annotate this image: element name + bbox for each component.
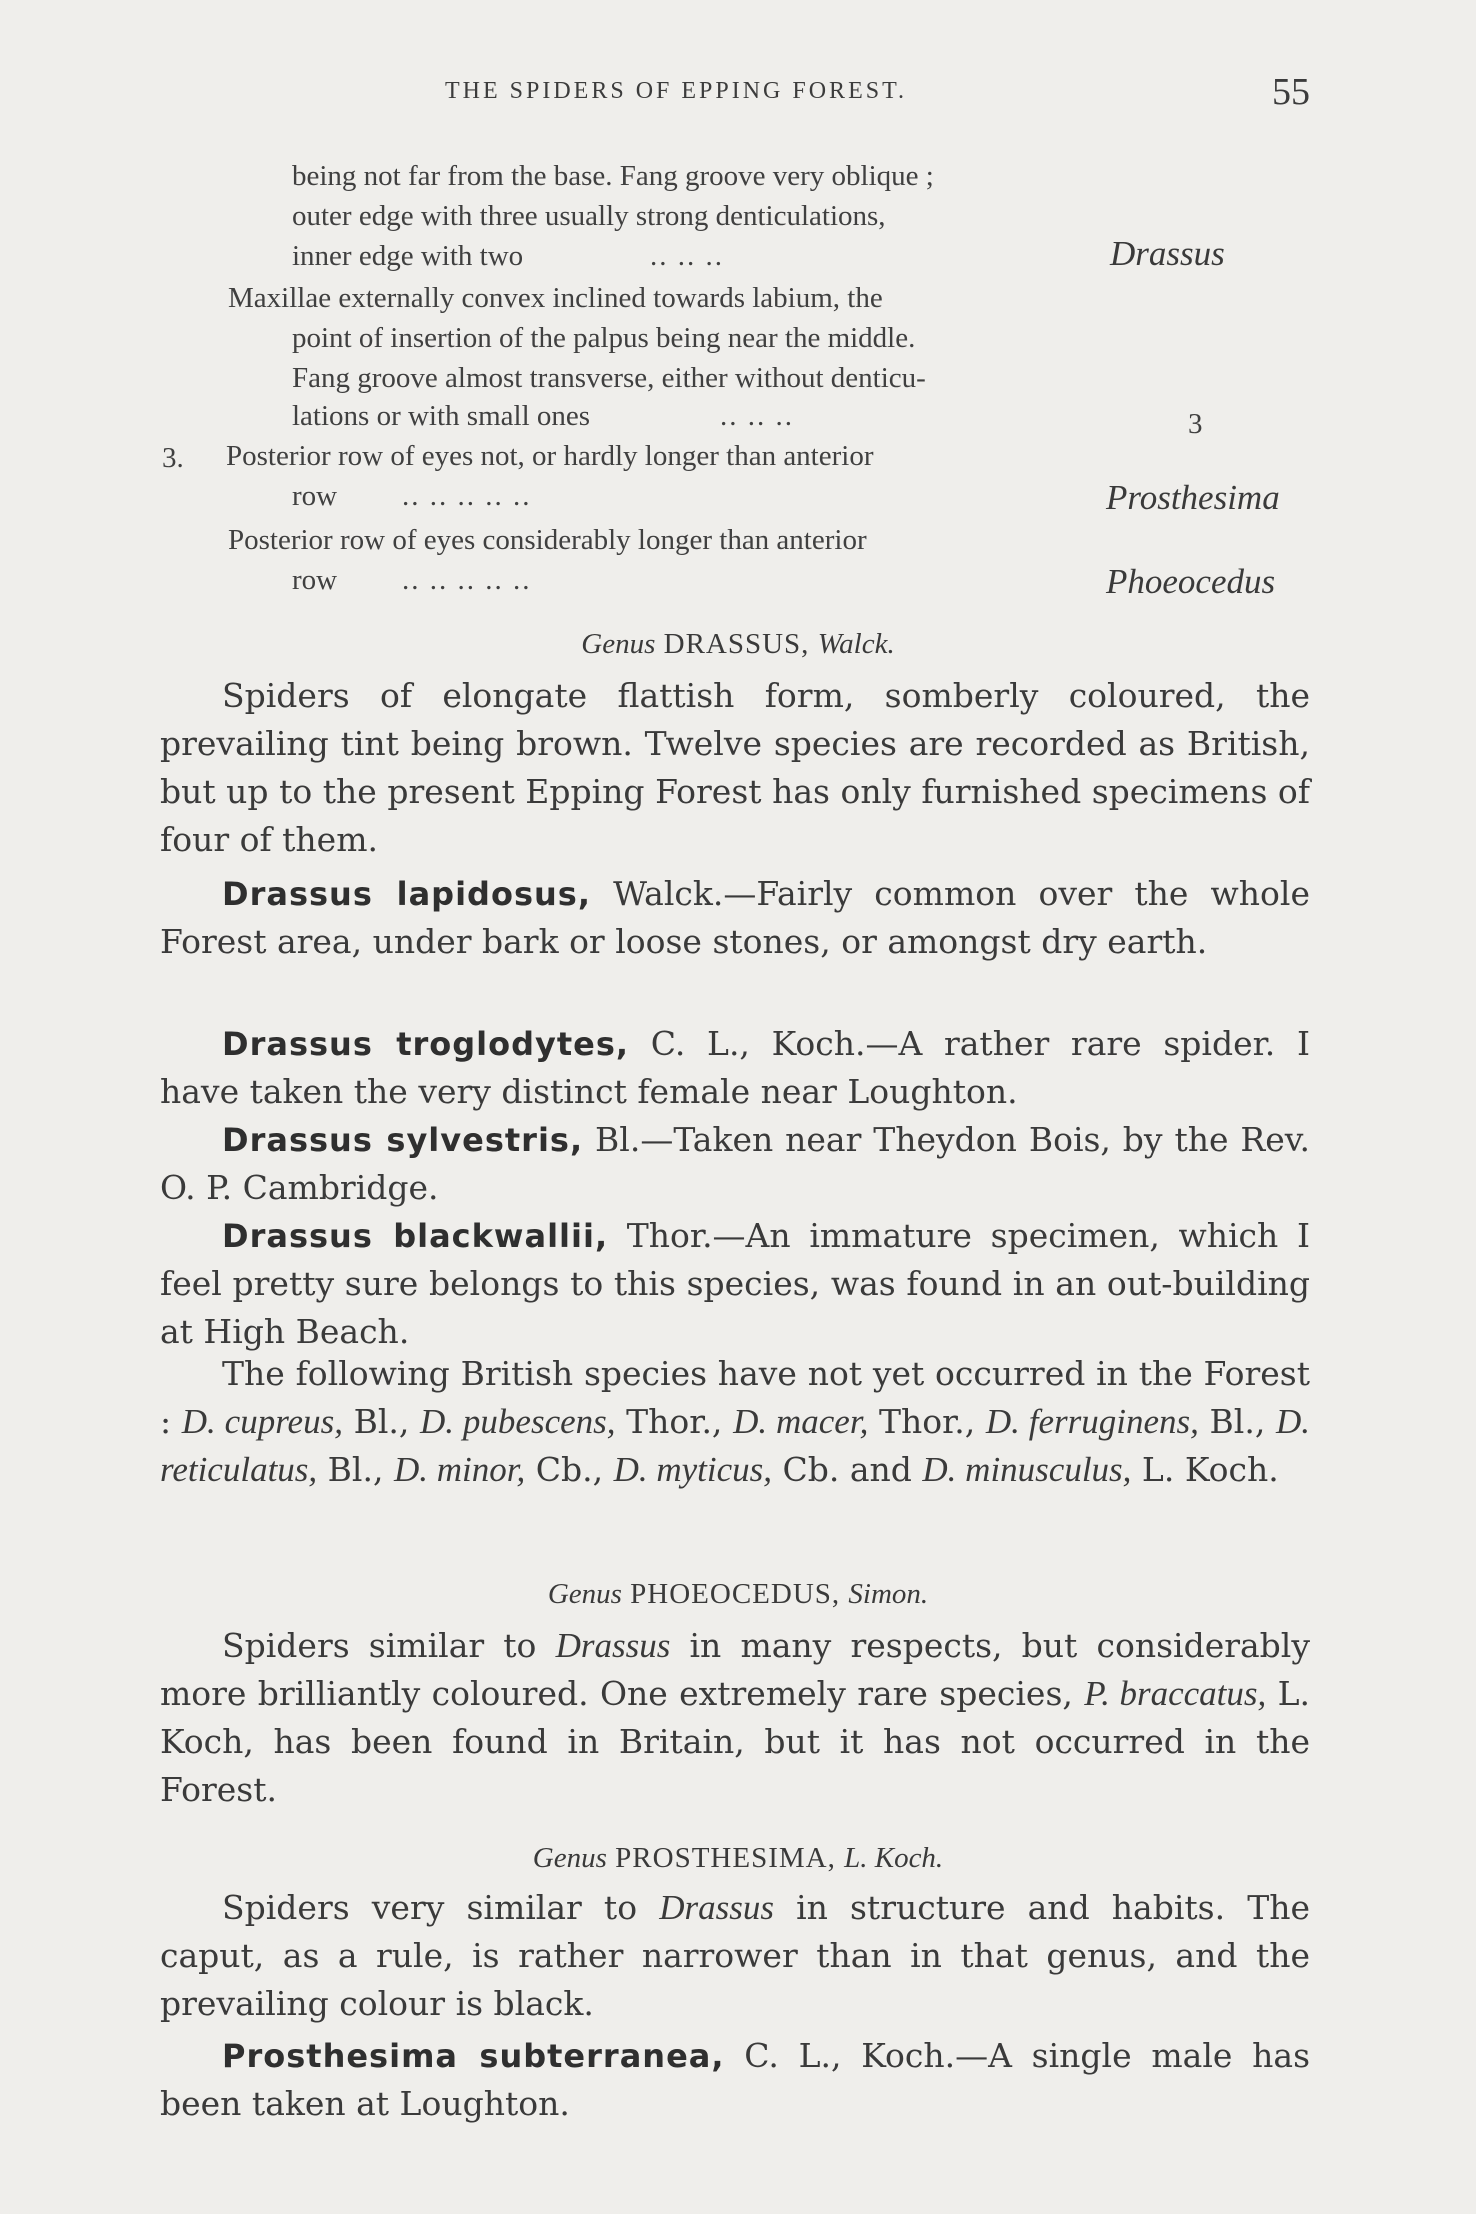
key-line: point of insertion of the palpus being near the middle. <box>292 322 916 354</box>
species-italic: D. minor, <box>393 1450 526 1489</box>
species-name: Prosthesima subterranea, <box>222 2037 725 2075</box>
text-run: L. Koch, has been found in Britain, but it has not occurred in the Forest. <box>160 1674 1310 1809</box>
text-run: Spiders very similar to <box>222 1888 660 1927</box>
text-run: Bl., <box>342 1402 421 1441</box>
unrecorded-species-paragraph <box>160 1350 1310 1494</box>
key-line: Posterior row of eyes considerably longer than anterior <box>228 524 867 556</box>
species-name: Drassus blackwallii, <box>222 1217 609 1255</box>
species-name: Drassus troglodytes, <box>222 1025 630 1063</box>
genus-italic: Drassus <box>659 1888 774 1927</box>
key-leader-dots: .. .. .. <box>720 400 794 432</box>
text-run: in structure and habits. The caput, as a rule, is rather narrower than in that genus, and the prevailing colour is black. <box>160 1888 1311 2023</box>
phoeocedus-paragraph <box>160 1622 1310 1814</box>
key-leader-dots: .. .. .. .. .. <box>402 480 532 512</box>
species-italic: D. myticus, <box>613 1450 773 1489</box>
species-italic: P. braccatus, <box>1084 1674 1267 1713</box>
genus-author: Simon. <box>848 1578 929 1610</box>
key-line: Posterior row of eyes not, or hardly longer than anterior <box>226 440 874 472</box>
text-run: L. Koch. <box>1131 1450 1279 1489</box>
genus-name: DRASSUS, <box>663 628 810 660</box>
genus-author: Walck. <box>817 628 895 660</box>
key-result-prosthesima: Prosthesima <box>1106 478 1280 517</box>
text-run: Cb., <box>525 1450 614 1489</box>
species-italic: D. cupreus, <box>181 1402 343 1441</box>
genus-heading-phoeocedus <box>0 1578 1476 1611</box>
species-name: Drassus lapidosus, <box>222 875 591 913</box>
genus-heading-prosthesima <box>0 1842 1476 1875</box>
genus-word: Genus <box>532 1842 607 1874</box>
key-line <box>292 240 523 273</box>
text-run: Bl., <box>317 1450 394 1489</box>
text-run: Bl., <box>1198 1402 1276 1441</box>
species-entry <box>160 1212 1310 1356</box>
page-number: 55 <box>1272 71 1310 113</box>
key-line: lations or with small ones <box>292 400 591 432</box>
species-text: C. L., Koch.—A single male has been taken at Loughton. <box>160 2036 1311 2123</box>
species-entry <box>160 1020 1310 1116</box>
key-leader-dots: .. .. .. <box>650 240 724 272</box>
species-entry <box>160 2032 1310 2128</box>
key-couplet-number: 3. <box>162 442 184 474</box>
genus-word: Genus <box>581 628 656 660</box>
species-italic: D. reticulatus, <box>160 1402 1311 1489</box>
species-italic: D. pubescens, <box>420 1402 616 1441</box>
species-entry <box>160 1116 1310 1212</box>
species-italic: D. minusculus, <box>922 1450 1132 1489</box>
running-head: THE SPIDERS OF EPPING FOREST. <box>445 78 907 104</box>
drassus-intro-paragraph <box>160 672 1310 864</box>
key-result-drassus: Drassus <box>1110 234 1225 273</box>
genus-name: PROSTHESIMA, <box>615 1842 836 1874</box>
text-run: Thor., <box>615 1402 734 1441</box>
text-run: in many respects, but considerably more brilliantly coloured. One extremely rare species, <box>160 1626 1310 1713</box>
species-name: Drassus sylvestris, <box>222 1121 584 1159</box>
species-text: Walck.—Fairly common over the whole Forest area, under bark or loose stones, or amongst dry earth. <box>160 874 1311 961</box>
species-italic: D. ferruginens, <box>985 1402 1199 1441</box>
key-result-phoeocedus: Phoeocedus <box>1106 562 1276 601</box>
prosthesima-paragraph <box>160 1884 1310 2028</box>
species-text: C. L., Koch.—A rather rare spider. I have taken the very distinct female near Loughton. <box>160 1024 1311 1111</box>
text-run: The following British species have not yet occurred in the Forest : <box>160 1354 1310 1441</box>
key-leader-dots: .. .. .. .. .. <box>402 564 532 596</box>
key-line: row <box>292 564 338 596</box>
species-text: Bl.—Taken near Theydon Bois, by the Rev. O. P. Cambridge. <box>160 1120 1310 1207</box>
text-run: Thor., <box>868 1402 986 1441</box>
key-result-3: 3 <box>1188 408 1203 440</box>
key-line: being not far from the base. Fang groove very oblique ; <box>292 160 934 192</box>
species-entry <box>160 870 1310 966</box>
text-run: Cb. and <box>772 1450 923 1489</box>
species-italic: D. macer, <box>733 1402 869 1441</box>
key-line: Fang groove almost transverse, either without denticu- <box>292 362 926 394</box>
text-run: Spiders similar to <box>222 1626 556 1665</box>
species-text: Thor.—An immature specimen, which I feel pretty sure belongs to this species, was found in an out-building at High Beach. <box>160 1216 1311 1351</box>
key-line: Maxillae externally convex inclined towards labium, the <box>228 282 883 314</box>
key-line: outer edge with three usually strong denticulations, <box>292 200 886 232</box>
key-line-text: inner edge with two <box>292 240 524 272</box>
genus-word: Genus <box>547 1578 622 1610</box>
paragraph-text: Spiders of elongate flattish form, somberly coloured, the prevailing tint being brown. Twelve species are recorded as British, but up to the present Epping Forest has only furnished specimens of four of them. <box>160 676 1310 859</box>
genus-author: L. Koch. <box>844 1842 944 1874</box>
genus-heading-drassus <box>0 628 1476 661</box>
genus-italic: Drassus <box>555 1626 671 1665</box>
key-line: row <box>292 480 338 512</box>
genus-name: PHOEOCEDUS, <box>630 1578 841 1610</box>
